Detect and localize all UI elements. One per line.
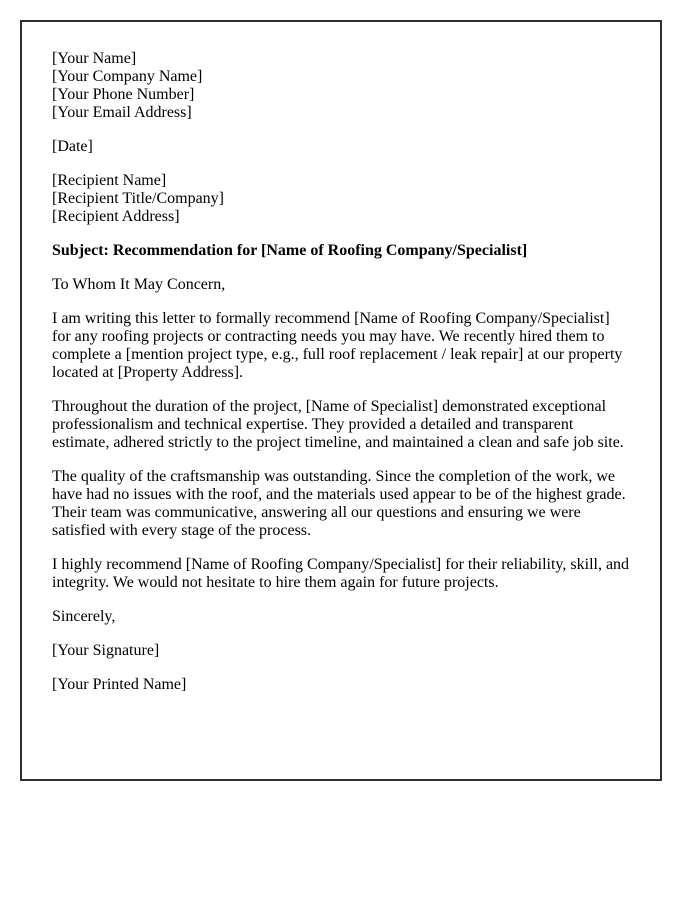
subject-line: Subject: Recommendation for [Name of Roofing Company/Specialist] (52, 242, 528, 259)
signature-placeholder: [Your Signature] (52, 642, 160, 659)
recipient-name: [Recipient Name] (52, 172, 167, 189)
body-paragraph-2: Throughout the duration of the project, [Name of Specialist] demonstrated exceptional professionalism and technical expertise. They provided a detailed and transparent estimate, adhered strictly to the project timeline, and maintained a clean and safe job site. (52, 398, 624, 451)
recipient-address: [Recipient Address] (52, 208, 180, 225)
printed-name-placeholder: [Your Printed Name] (52, 676, 187, 693)
salutation: To Whom It May Concern, (52, 276, 226, 293)
body-paragraph-4: I highly recommend [Name of Roofing Company/Specialist] for their reliability, skill, and integrity. We would not hesitate to hire them again for future projects. (52, 556, 630, 591)
sender-email: [Your Email Address] (52, 104, 192, 121)
body-paragraph-1: I am writing this letter to formally recommend [Name of Roofing Company/Specialist] for any roofing projects or contracting needs you may have. We recently hired them to complete a [mention project type, e.g., full roof replacement / leak repair] at our property located at [Property Address]. (52, 310, 623, 381)
date-line: [Date] (52, 138, 93, 155)
sender-name: [Your Name] (52, 50, 137, 67)
sender-company: [Your Company Name] (52, 68, 203, 85)
sender-block (52, 50, 630, 122)
body-paragraph-3: The quality of the craftsmanship was outstanding. Since the completion of the work, we have had no issues with the roof, and the materials used appear to be of the highest grade. Their team was communicative, answering all our questions and ensuring we were satisfied with every stage of the process. (52, 468, 626, 539)
recipient-title-company: [Recipient Title/Company] (52, 190, 224, 207)
recipient-block (52, 172, 630, 226)
closing: Sincerely, (52, 608, 116, 625)
letter-page (20, 20, 662, 781)
sender-phone: [Your Phone Number] (52, 86, 195, 103)
